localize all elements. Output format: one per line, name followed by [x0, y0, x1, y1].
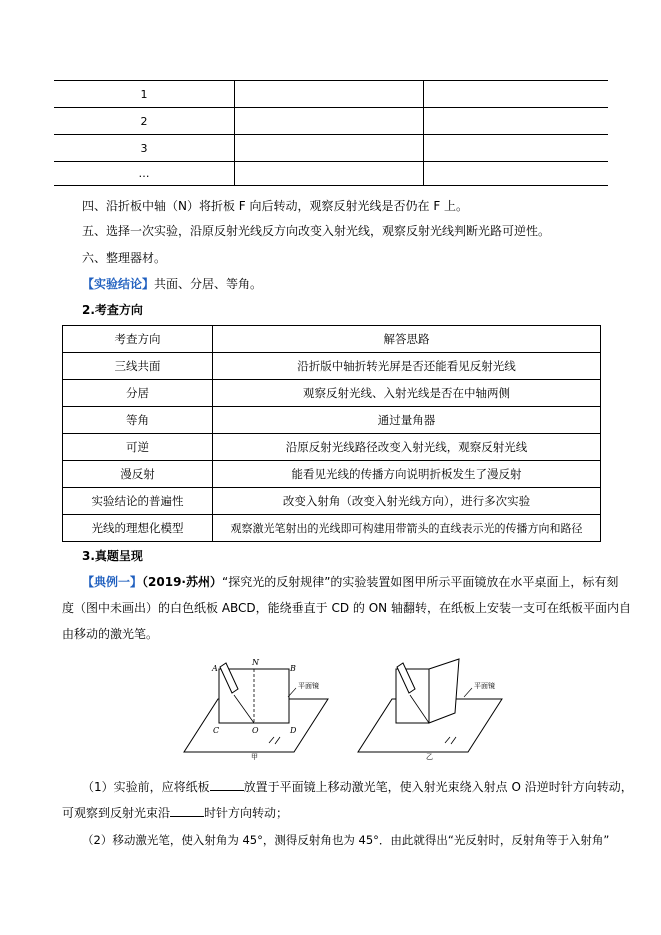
table-cell — [235, 135, 424, 162]
example-line-3: 由移动的激光笔。 — [62, 627, 159, 641]
table-cell — [424, 108, 609, 135]
table-cell: 等角 — [63, 407, 213, 434]
mirror-label: 平面镜 — [474, 682, 495, 690]
table-cell: 改变入射角（改变入射光线方向），进行多次实验 — [213, 488, 601, 515]
example-line-2: 度（图中未画出）的白色纸板 ABCD，能绕垂直于 CD 的 ON 轴翻转，在纸板上安装一支可在纸板平面内自 — [62, 601, 631, 615]
figure-label: 甲 — [251, 753, 258, 760]
conclusion — [82, 275, 262, 292]
label-c: C — [213, 726, 220, 735]
q1-text: （1）实验前，应将纸板 — [82, 780, 210, 794]
example-text: “探究光的反射规律”的实验装置如图甲所示平面镜放在水平桌面上，标有刻 — [221, 575, 619, 589]
table-row — [63, 380, 601, 407]
question-2: （2）移动激光笔，使入射角为 45°，测得反射角也为 45°．由此就得出“光反射时，反射角等于入射角” — [82, 833, 610, 847]
table-cell: 1 — [54, 81, 235, 108]
table-cell — [424, 162, 609, 186]
label-o: O — [252, 726, 259, 735]
table-cell: 光线的理想化模型 — [63, 515, 213, 542]
table-row — [54, 162, 608, 186]
table-cell: 观察反射光线、入射光线是否在中轴两侧 — [213, 380, 601, 407]
table-row — [63, 515, 601, 542]
data-table — [54, 80, 608, 186]
table-header-row — [63, 326, 601, 353]
table-row — [63, 353, 601, 380]
table-cell: 分居 — [63, 380, 213, 407]
label-d: D — [290, 726, 297, 735]
table-cell: 实验结论的普遍性 — [63, 488, 213, 515]
section-title: 3.真题呈现 — [82, 549, 143, 563]
question-1-line-2 — [62, 804, 288, 821]
example-tag: 【典例一】 — [82, 575, 143, 589]
step-4: 四、沿折板中轴（N）将折板 F 向后转动，观察反射光线是否仍在 F 上。 — [82, 199, 469, 213]
table-cell — [235, 108, 424, 135]
table-cell: 2 — [54, 108, 235, 135]
table-cell: 三线共面 — [63, 353, 213, 380]
table-cell — [235, 162, 424, 186]
step-6: 六、整理器材。 — [82, 251, 167, 265]
figure-yi — [352, 655, 522, 760]
table-row — [63, 434, 601, 461]
label-a: A — [212, 664, 218, 673]
table-cell — [424, 135, 609, 162]
answer-blank[interactable] — [170, 805, 204, 817]
table-cell: 沿原反射光线路径改变入射光线，观察反射光线 — [213, 434, 601, 461]
table-row — [63, 407, 601, 434]
table-row — [54, 108, 608, 135]
q1-text: 可观察到反射光束沿 — [62, 806, 171, 820]
table-cell: 沿折版中轴折转光屏是否还能看见反射光线 — [213, 353, 601, 380]
mirror-label: 平面镜 — [298, 682, 319, 690]
question-1-line-1 — [82, 778, 633, 795]
q1-text: 放置于平面镜上移动激光笔，使入射光束绕入射点 O 沿逆时针方向转动， — [243, 780, 633, 794]
table-cell — [424, 81, 609, 108]
table-row — [63, 488, 601, 515]
table-cell — [235, 81, 424, 108]
step-5: 五、选择一次实验，沿原反射光线反方向改变入射光线，观察反射光线判断光路可逆性。 — [82, 224, 551, 238]
example-source: （2019·苏州） — [142, 575, 222, 589]
column-header: 解答思路 — [213, 326, 601, 353]
label-b: B — [290, 664, 296, 673]
table-row — [54, 81, 608, 108]
label-n: N — [252, 658, 259, 667]
q1-text: 时针方向转动； — [204, 806, 289, 820]
figure-label: 乙 — [426, 753, 433, 760]
table-cell: 3 — [54, 135, 235, 162]
table-cell: 通过量角器 — [213, 407, 601, 434]
table-cell: 观察激光笔射出的光线即可构建用带箭头的直线表示光的传播方向和路径 — [213, 515, 601, 542]
table-row — [63, 461, 601, 488]
table-cell: 能看见光线的传播方向说明折板发生了漫反射 — [213, 461, 601, 488]
example-line-1 — [82, 573, 618, 590]
figure-jia — [176, 655, 336, 760]
table-cell: 漫反射 — [63, 461, 213, 488]
conclusion-text: 共面、分居、等角。 — [154, 277, 263, 291]
table-row — [54, 135, 608, 162]
exam-direction-table — [62, 325, 601, 542]
conclusion-tag: 【实验结论】 — [82, 277, 155, 291]
table-cell: … — [54, 162, 235, 186]
table-cell: 可逆 — [63, 434, 213, 461]
answer-blank[interactable] — [210, 779, 244, 791]
column-header: 考查方向 — [63, 326, 213, 353]
section-title: 2.考查方向 — [82, 303, 143, 317]
